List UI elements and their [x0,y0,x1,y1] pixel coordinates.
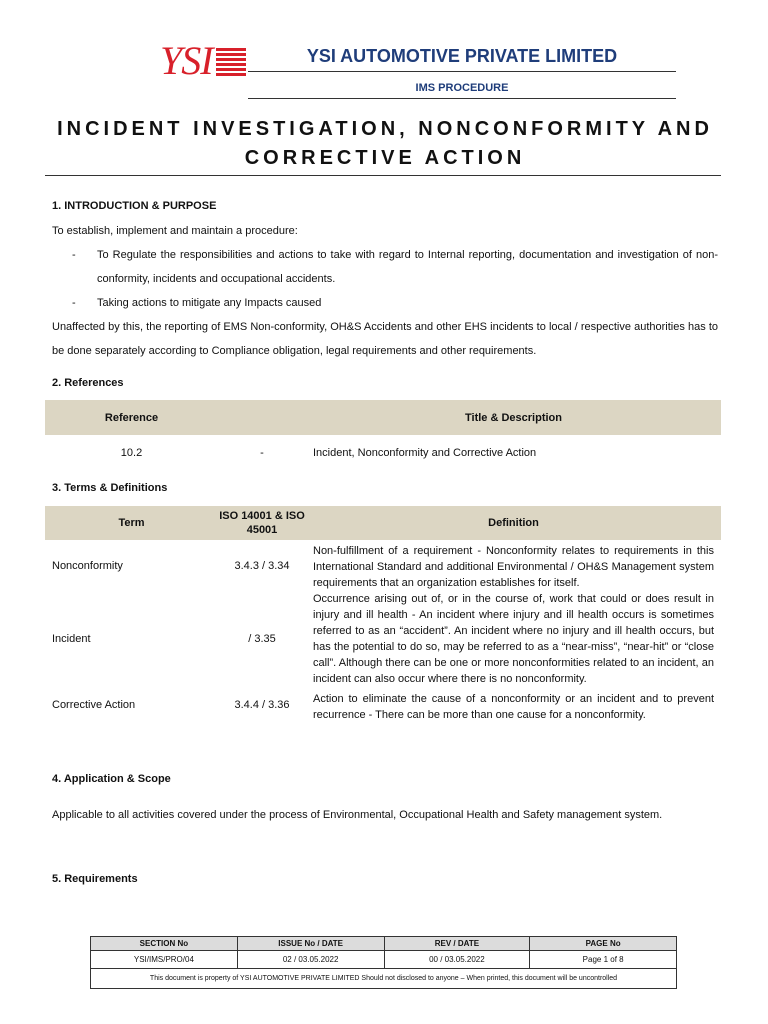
references-table [45,400,721,471]
document-control-footer [90,936,677,989]
confidentiality-note: This document is property of YSI AUTOMOTIVE PRIVATE LIMITED Should not disclosed to anyone – When printed, this document will be uncontrolled [91,969,677,989]
column-header: Term [45,506,218,540]
section-4-text: Applicable to all activities covered under the process of Environmental, Occupational Health and Safety management system. [52,809,663,821]
issue-date: 02 / 03.05.2022 [237,951,384,969]
logo-stripes-icon [216,48,246,76]
bullet-item-1 [72,243,718,291]
bullet-marker: - [72,297,76,309]
term-cell: Corrective Action [52,699,136,711]
table-row [45,591,721,687]
reference-title: Incident, Nonconformity and Corrective Action [313,447,537,459]
company-name: YSI AUTOMOTIVE PRIVATE LIMITED [306,46,618,66]
section-1-closing: Unaffected by this, the reporting of EMS Non-conformity, OH&S Accidents and other EHS incidents to local / respective authorities has to be done separately according to Compliance obligation, legal requirements and other requirements. [52,321,718,357]
iso-clause-cell: 3.4.3 / 3.34 [234,559,290,572]
document-type: IMS PROCEDURE [415,82,509,94]
table-header-row [45,506,721,540]
company-logo [160,40,248,82]
section-5-heading: 5. Requirements [52,873,138,885]
divider [248,98,676,99]
footer-note-row [91,969,677,989]
section-2-heading: 2. References [52,377,124,389]
reference-number: 10.2 [120,447,143,459]
logo-text: YSI [160,38,213,83]
bullet-item-2 [72,291,718,315]
section-number: YSI/IMS/PRO/04 [91,951,238,969]
definition-cell: Non-fulfillment of a requirement - Nonconformity relates to requirements in this International Standard and additional Environmental / OH&S Management system requirements that an organization establishes for itself. [313,545,714,589]
definition-cell: Occurrence arising out of, or in the course of, work that could or does result in injury and ill health - An incident where injury and ill health occurs is sometimes referred to as an “accident”. An incident where no injury and ill health occurs, but has the potential to do so, may be referred to as a “near-miss”, “near-hit” or “close call”. Although there can be one or more nonconformities related to an incident, an incident can also occur where there is no nonconformity. [313,593,714,685]
column-header: Reference [45,400,218,435]
section-4-heading: 4. Application & Scope [52,773,171,785]
footer-values-row [91,951,677,969]
bullet-marker: - [72,249,76,261]
table-row [45,540,721,591]
bullet-text: Taking actions to mitigate any Impacts caused [97,297,322,309]
divider [248,71,676,72]
divider [45,175,721,176]
column-header [218,400,306,435]
column-header: ISO 14001 & ISO 45001 [218,506,306,540]
term-cell: Nonconformity [52,559,123,572]
section-3-heading: 3. Terms & Definitions [52,482,168,494]
column-header: Title & Description [306,400,721,435]
table-row [45,687,721,723]
footer-header: REV / DATE [384,937,530,951]
footer-header-row [91,937,677,951]
title-line-1: INCIDENT INVESTIGATION, NONCONFORMITY AND [57,118,713,140]
document-title [40,115,730,173]
section-1-heading: 1. INTRODUCTION & PURPOSE [52,200,217,212]
column-header: Definition [306,506,721,540]
footer-header: SECTION No [91,937,238,951]
section-1-intro: To establish, implement and maintain a procedure: [52,225,298,237]
iso-clause-cell: / 3.35 [248,633,276,645]
iso-clause-cell: 3.4.4 / 3.36 [234,699,290,711]
table-header-row [45,400,721,435]
footer-header: ISSUE No / DATE [237,937,384,951]
bullet-text: To Regulate the responsibilities and actions to take with regard to Internal reporting, documentation and investigation of non-conformity, incidents and occupational accidents. [97,249,718,285]
table-row [45,435,721,471]
definitions-table [45,506,721,723]
title-line-2: CORRECTIVE ACTION [244,147,526,169]
term-cell: Incident [52,633,91,645]
footer-header: PAGE No [530,937,677,951]
page-number: Page 1 of 8 [530,951,677,969]
definition-cell: Action to eliminate the cause of a nonconformity or an incident and to prevent recurrence - There can be more than one cause for a nonconformity. [313,693,714,721]
revision-date: 00 / 03.05.2022 [384,951,530,969]
reference-separator: - [260,447,264,459]
